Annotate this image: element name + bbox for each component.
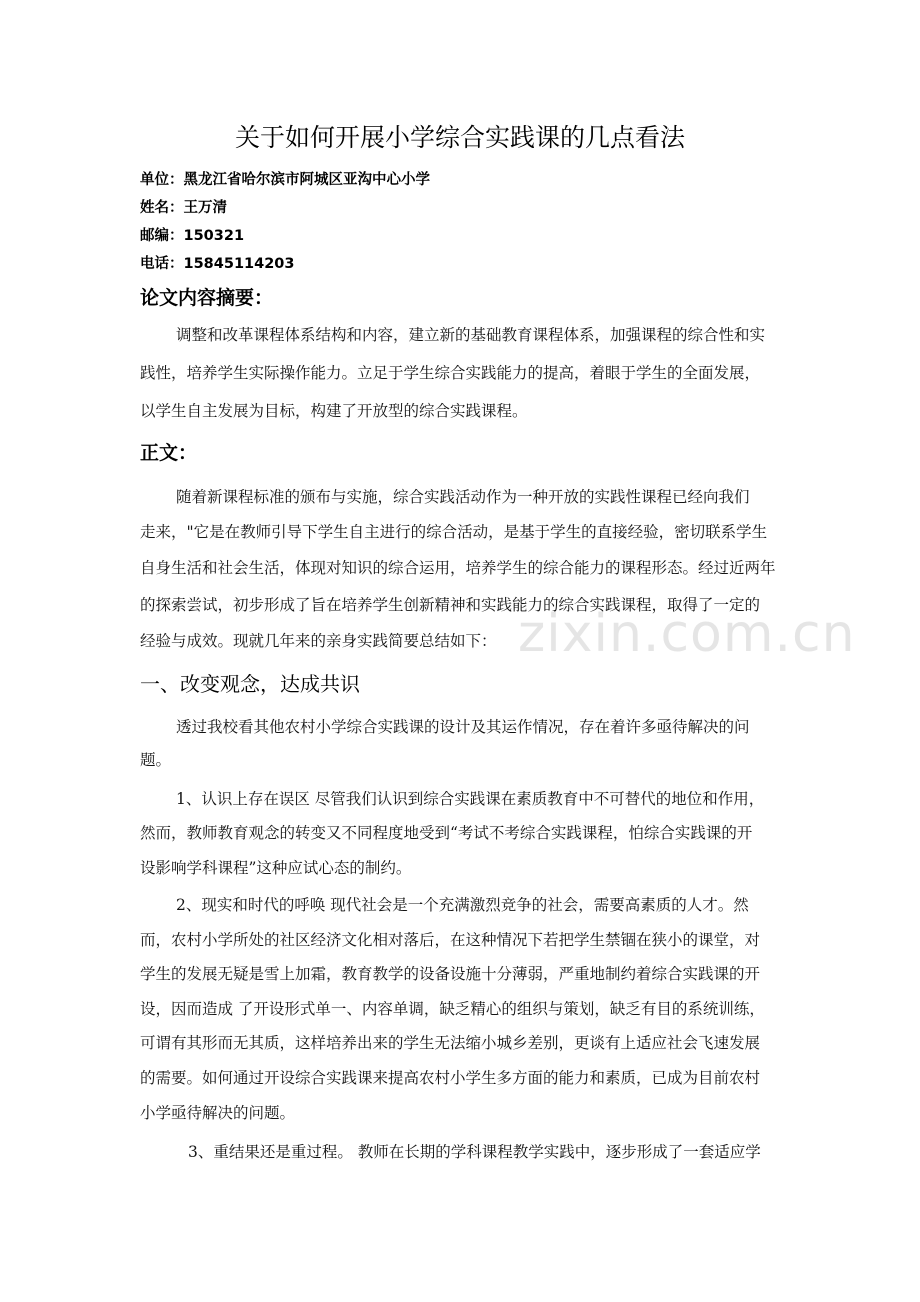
item1-line: 1、认识上存在误区 尽管我们认识到综合实践课在素质教育中不可替代的地位和作用，	[176, 790, 765, 808]
item2-line: 的需要。如何通过开设综合实践课来提高农村小学生多方面的能力和素质，已成为目前农村	[140, 1069, 761, 1087]
watermark: zixin.com.cn	[518, 604, 856, 664]
meta-unit: 单位：黑龙江省哈尔滨市阿城区亚沟中心小学	[140, 172, 430, 188]
abstract-line: 践性，培养学生实际操作能力。立足于学生综合实践能力的提高，着眼于学生的全面发展，	[140, 364, 761, 382]
section1-heading: 一、改变观念，达成共识	[140, 672, 360, 696]
item2-line: 而，农村小学所处的社区经济文化相对落后，在这种情况下若把学生禁锢在狭小的课堂，对	[140, 931, 761, 949]
section1-intro-line: 透过我校看其他农村小学综合实践课的设计及其运作情况，存在着许多亟待解决的问	[176, 718, 750, 736]
abstract-line: 以学生自主发展为目标，构建了开放型的综合实践课程。	[140, 402, 528, 420]
abstract-heading: 论文内容摘要：	[140, 287, 274, 309]
body-heading: 正文：	[140, 442, 198, 464]
item2-line: 设，因而造成 了开设形式单一、内容单调，缺乏精心的组织与策划，缺乏有目的系统训练，	[140, 1000, 765, 1018]
item1-line: 设影响学科课程”这种应试心态的制约。	[140, 859, 412, 877]
item2-line: 学生的发展无疑是雪上加霜，教育教学的设备设施十分薄弱，严重地制约着综合实践课的开	[140, 965, 761, 983]
meta-phone: 电话：15845114203	[140, 256, 295, 272]
item2-line: 2、现实和时代的呼唤 现代社会是一个充满激烈竞争的社会，需要高素质的人才。然	[176, 896, 749, 914]
item2-line: 小学亟待解决的问题。	[140, 1104, 296, 1122]
abstract-line: 调整和改革课程体系结构和内容，建立新的基础教育课程体系，加强课程的综合性和实	[176, 326, 766, 344]
item3-line: 3、重结果还是重过程。 教师在长期的学科课程教学实践中，逐步形成了一套适应学	[188, 1143, 761, 1161]
body-line: 走来，"它是在教师引导下学生自主进行的综合活动，是基于学生的直接经验，密切联系学生	[140, 523, 768, 541]
body-line: 的探索尝试，初步形成了旨在培养学生创新精神和实践能力的综合实践课程，取得了一定的	[140, 596, 761, 614]
item2-line: 可谓有其形而无其质，这样培养出来的学生无法缩小城乡差别，更谈有上适应社会飞速发展	[140, 1034, 761, 1052]
body-line: 随着新课程标准的颁布与实施，综合实践活动作为一种开放的实践性课程已经向我们	[176, 488, 750, 506]
item1-line: 然而，教师教育观念的转变又不同程度地受到“考试不考综合实践课程，怕综合实践课的开	[140, 824, 753, 842]
meta-name: 姓名：王万清	[140, 200, 227, 216]
body-line: 经验与成效。现就几年来的亲身实践简要总结如下：	[140, 632, 497, 650]
meta-postcode: 邮编：150321	[140, 228, 245, 244]
document-title: 关于如何开展小学综合实践课的几点看法	[234, 123, 685, 152]
section1-intro-line: 题。	[140, 751, 172, 769]
body-line: 自身生活和社会生活，体现对知识的综合运用，培养学生的综合能力的课程形态。经过近两年	[140, 559, 776, 577]
